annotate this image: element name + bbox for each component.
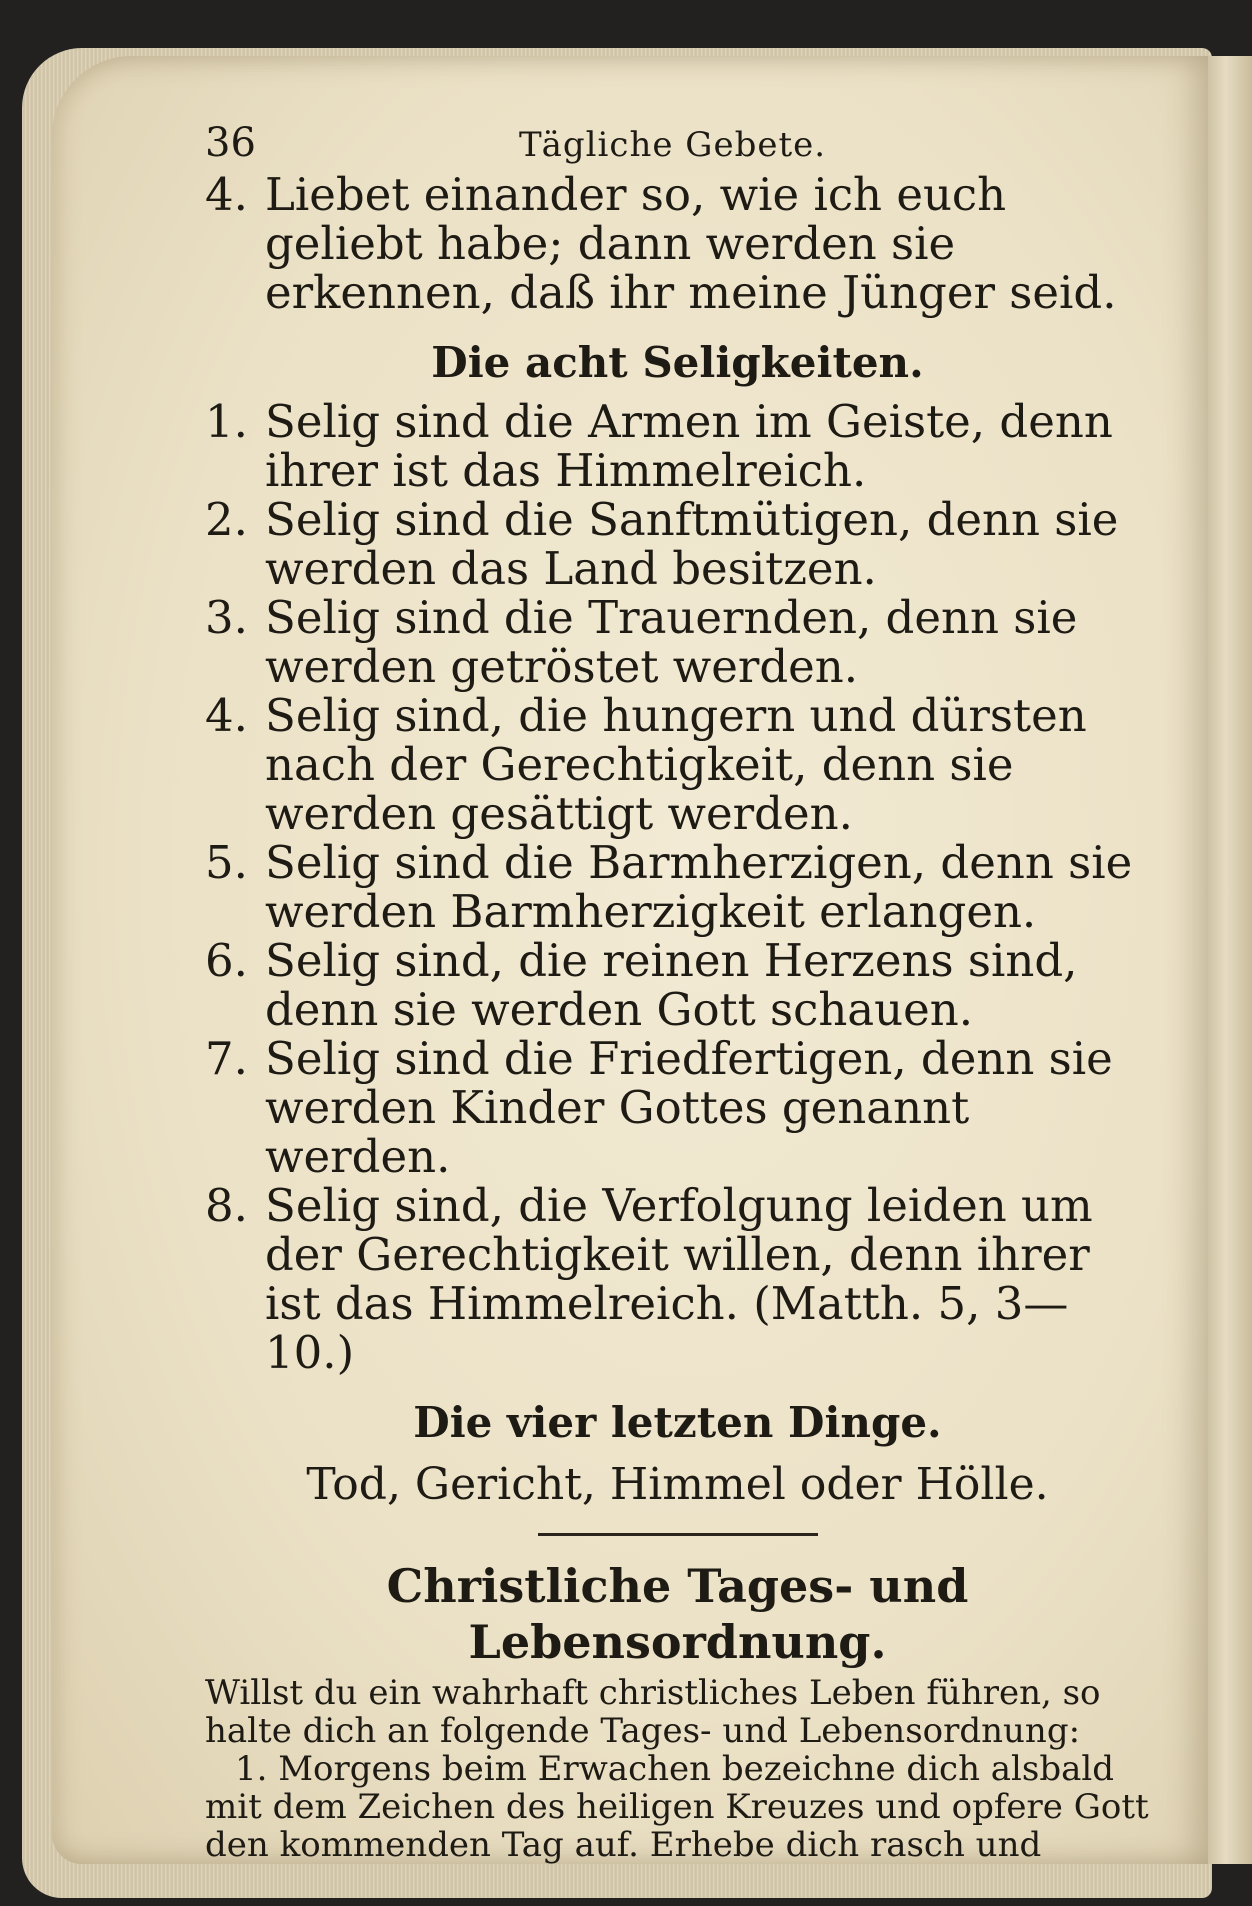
beatitude-item — [205, 1181, 1150, 1377]
item-text: Selig sind die Sanftmütigen, denn sie werden das Land besitzen. — [265, 493, 1119, 595]
beatitude-item — [205, 1034, 1150, 1181]
item-number: 8. — [205, 1179, 248, 1232]
spine — [1208, 56, 1252, 1864]
running-header — [205, 120, 1150, 170]
item-number: 7. — [205, 1032, 248, 1085]
item-text: Liebet einander so, wie ich euch geliebt habe; dann werden sie erkennen, daß ihr meine Jünger seid. — [265, 168, 1117, 319]
item-text: Selig sind, die hungern und dürsten nach der Gerechtigkeit, denn sie werden gesättigt werden. — [265, 689, 1087, 840]
item-text: Selig sind, die reinen Herzens sind, denn sie werden Gott schauen. — [265, 934, 1078, 1036]
item-number: 4. — [205, 689, 248, 742]
item-number: 4. — [205, 168, 248, 221]
section-heading-daily-order: Christliche Tages- und Lebensordnung. — [386, 1559, 969, 1669]
section-heading-beatitudes: Die acht Seligkeiten. — [431, 338, 924, 387]
beatitude-item — [205, 691, 1150, 838]
page-content — [205, 120, 1150, 1864]
beatitude-item — [205, 593, 1150, 691]
item-number: 5. — [205, 836, 248, 889]
daily-order-item: 1. Morgens beim Erwachen bezeichne dich alsbald mit dem Zeichen des heiligen Kreuzes und opfere Gott den kommenden Tag auf. Erhebe dich rasch und — [205, 1749, 1149, 1865]
running-title: Tägliche Gebete. — [518, 125, 827, 165]
section-heading-last-things: Die vier letzten Dinge. — [413, 1398, 942, 1447]
item-text: Selig sind die Friedfertigen, denn sie werden Kinder Gottes genannt werden. — [265, 1032, 1113, 1183]
beatitude-item — [205, 495, 1150, 593]
intro-item — [205, 170, 1150, 317]
daily-order-intro: Willst du ein wahrhaft christliches Leben führen, so halte dich an folgende Tages- und Lebensordnung: — [205, 1673, 1101, 1751]
section-divider — [538, 1533, 818, 1536]
item-text: Selig sind die Trauernden, denn sie werden getröstet werden. — [265, 591, 1078, 693]
item-text: Selig sind, die Verfolgung leiden um der Gerechtigkeit willen, denn ihrer ist das Himmelreich. (Matth. 5, 3—10.) — [265, 1179, 1093, 1379]
item-number: 2. — [205, 493, 248, 546]
item-text: Selig sind die Barmherzigen, denn sie werden Barmherzigkeit erlangen. — [265, 836, 1133, 938]
last-things-line: Tod, Gericht, Himmel oder Hölle. — [306, 1459, 1049, 1510]
beatitude-item — [205, 838, 1150, 936]
item-number: 3. — [205, 591, 248, 644]
beatitude-item — [205, 397, 1150, 495]
item-text: Selig sind die Armen im Geiste, denn ihrer ist das Himmelreich. — [265, 395, 1113, 497]
page-number: 36 — [205, 120, 256, 166]
beatitude-item — [205, 936, 1150, 1034]
item-number: 6. — [205, 934, 248, 987]
item-number: 1. — [205, 395, 248, 448]
